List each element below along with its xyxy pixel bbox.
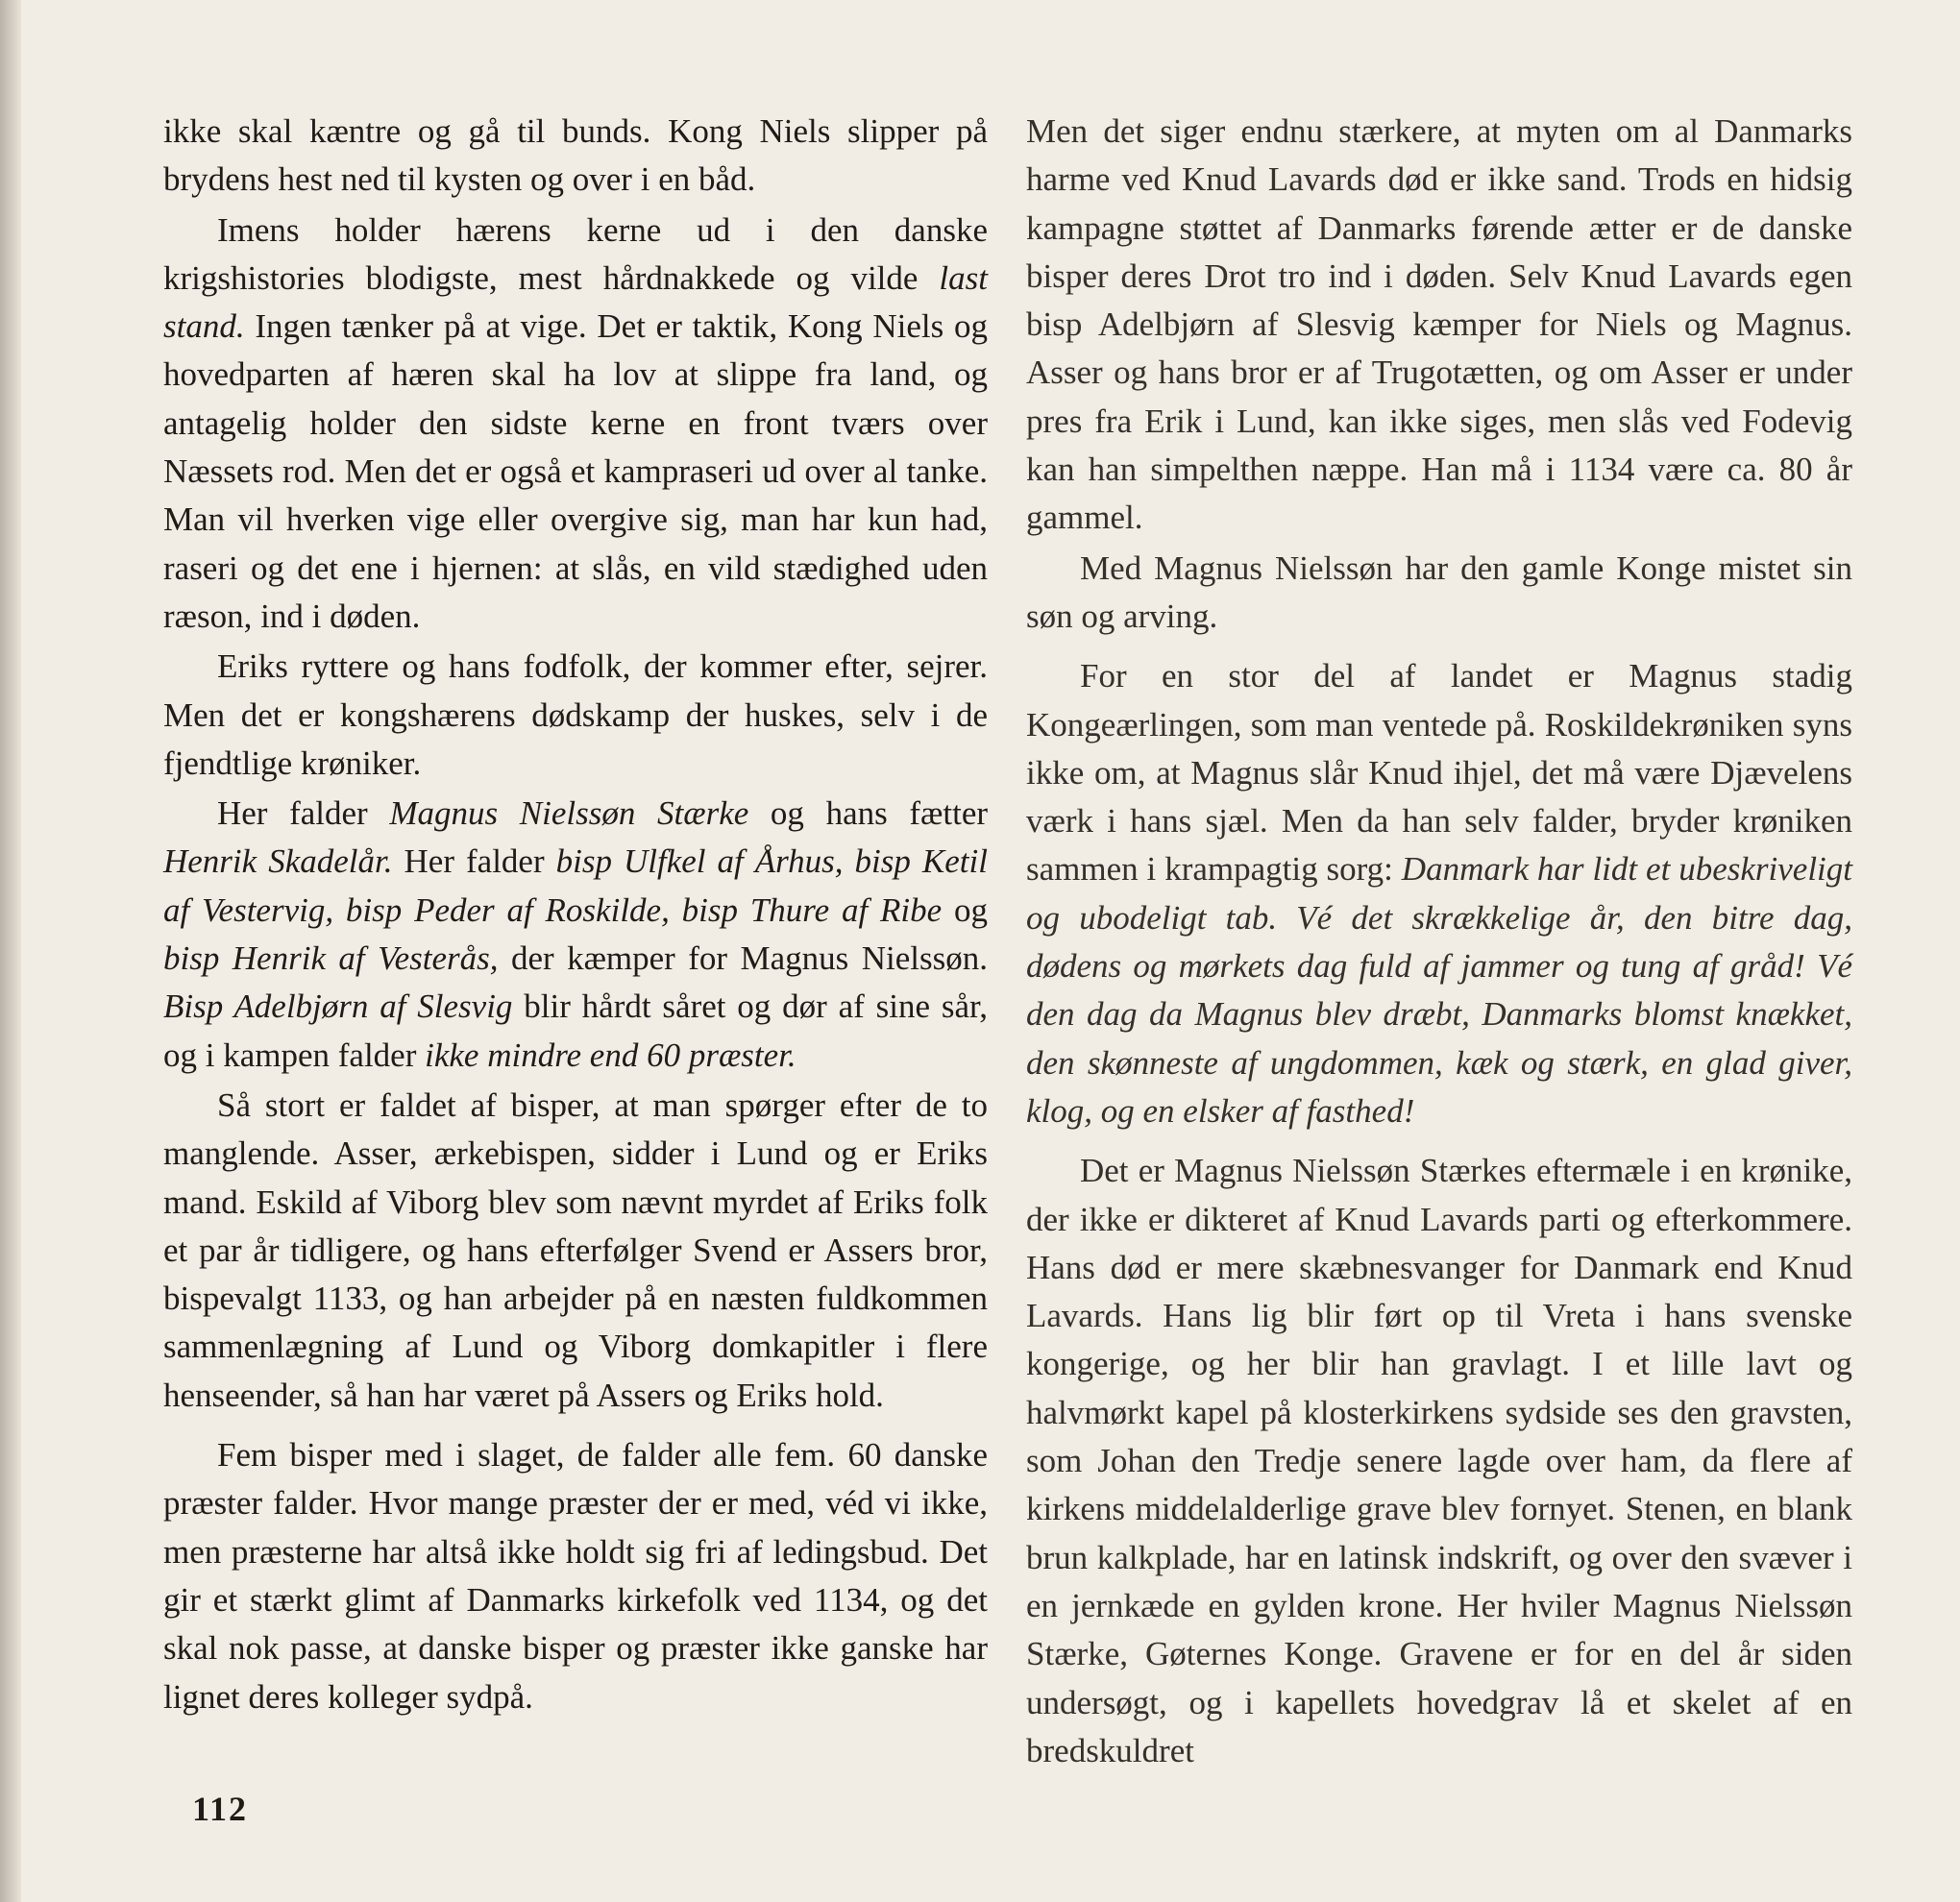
right-text-column [1026,108,1852,1777]
paragraph: Det er Magnus Nielssøn Stærkes eftermæle i en krønike, der ikke er dikteret af Knud Lavards parti og efterkommere. Hans død er mere skæbnesvanger for Danmark end Knud Lavards. Hans lig blir ført op til Vreta i hans svenske kongerige, og her blir han gravlagt. I et lille lavt og halvmørkt kapel på klosterkirkens sydside ses den gravsten, som Johan den Tredje senere lagde over ham, da flere af kirkens middelalderlige grave blev fornyet. Stenen, en blank brun kalkplade, har en latinsk indskrift, og over den svæver i en jernkæde en gylden krone. Her hviler Magnus Nielssøn Stærke, Gøternes Konge. Gravene er for en del år siden undersøgt, og i kapellets hovedgrav lå et skelet af en bredskuldret [1026,1152,1852,1769]
paragraph: Med Magnus Nielssøn har den gamle Konge mistet sin søn og arving. [1026,549,1852,635]
italic-phrase: Bisp Adelbjørn af Slesvig [163,988,513,1026]
paragraph: Her falder Magnus Nielssøn Stærke og hans fætter Henrik Skadelår. Her falder bisp Ulfkel af Århus, bisp Ketil af Vestervig, bisp Peder af Roskilde, bisp Thure af Ribe og bisp Henrik af Vesterås, der kæmper for Magnus Nielssøn. Bisp Adelbjørn af Slesvig blir hårdt såret og dør af sine sår, og i kampen falder ikke mindre end 60 præster. [163,794,989,1074]
paragraph: Men det siger endnu stærkere, at myten om al Danmarks harme ved Knud Lavards død er ikke sand. Trods en hidsig kampagne støttet af Danmarks førende ætter er de danske bisper deres Drot tro ind i døden. Selv Knud Lavards egen bisp Adelbjørn af Slesvig kæmper for Niels og Magnus. Asser og hans bror er af Trugotætten, og om Asser er under pres fra Erik i Lund, kan ikke siges, men slås ved Fodevig kan han simpelthen næppe. Han må i 1134 være ca. 80 år gammel. [1026,112,1852,537]
paragraph: Eriks ryttere og hans fodfolk, der kommer efter, sejrer. Men det er kongshærens dødskamp der huskes, selv i de fjendtlige krøniker. [163,647,988,782]
italic-quote: Danmark har lidt et ubeskriveligt og ubodeligt tab. Vé det skrækkelige år, den bitre dag, dødens og mørkets dag fuld af jammer og tung af gråd! Vé den dag da Magnus blev dræbt, Danmarks blomst knækket, den skønneste af ungdommen, kæk og stærk, en glad giver, klog, og en elsker af fasthed! [1026,850,1852,1130]
italic-phrase: Magnus Nielssøn Stærke [389,794,749,833]
left-text-column [163,108,988,1723]
italic-phrase: bisp Ulfkel af Århus, bisp Ketil af Vestervig, bisp Peder af Roskilde, bisp Thure af Ribe [163,842,988,929]
italic-phrase: ikke mindre end 60 præster. [425,1036,796,1074]
paragraph: For en stor del af landet er Magnus stadig Kongeærlingen, som man ventede på. Roskildekrøniken syns ikke om, at Magnus slår Knud ihjel, det må være Djævelens værk i hans sjæl. Men da han selv falder, bryder krøniken sammen i krampagtig sorg: Danmark har lidt et ubeskriveligt og ubodeligt tab. Vé det skrækkelige år, den bitre dag, dødens og mørkets dag fuld af jammer og tung af gråd! Vé den dag da Magnus blev dræbt, Danmarks blomst knækket, den skønneste af ungdommen, kæk og stærk, en glad giver, klog, og en elsker af fasthed! [1026,657,1852,1130]
italic-phrase: last stand. [163,258,988,346]
italic-phrase: bisp Henrik af Vesterås, [163,939,499,978]
paragraph: ikke skal kæntre og gå til bunds. Kong Niels slipper på brydens hest ned til kysten og over i en båd. [163,112,988,199]
paragraph: Fem bisper med i slaget, de falder alle fem. 60 danske præster falder. Hvor mange præster der er med, véd vi ikke, men præsterne har altså ikke holdt sig fri af ledingsbud. Det gir et stærkt glimt af Danmarks kirkefolk ved 1134, og det skal nok passe, at danske bisper og præster ikke ganske har lignet deres kolleger sydpå. [163,1436,988,1716]
paragraph: Så stort er faldet af bisper, at man spørger efter de to manglende. Asser, ærkebispen, sidder i Lund og er Eriks mand. Eskild af Viborg blev som nævnt myrdet af Eriks folk et par år tidligere, og hans efterfølger Svend er Assers bror, bispevalgt 1133, og han arbejder på en næsten fuldkommen sammenlægning af Lund og Viborg domkapitler i flere henseender, så han har været på Assers og Eriks hold. [163,1085,988,1414]
page-number: 112 [192,1790,249,1828]
italic-phrase: Henrik Skadelår. [163,842,393,881]
binding-shadow [0,0,21,1902]
paragraph: Imens holder hærens kerne ud i den danske krigshistories blodigste, mest hårdnakkede og vilde last stand. Ingen tænker på at vige. Det er taktik, Kong Niels og hovedparten af hæren skal ha lov at slippe fra land, og antagelig holder den sidste kerne en front tværs over Næssets rod. Men det er også et kampraseri ud over al tanke. Man vil hverken vige eller overgive sig, man har kun had, raseri og det ene i hjernen: at slås, en vild stædighed uden ræson, ind i døden. [163,210,988,635]
